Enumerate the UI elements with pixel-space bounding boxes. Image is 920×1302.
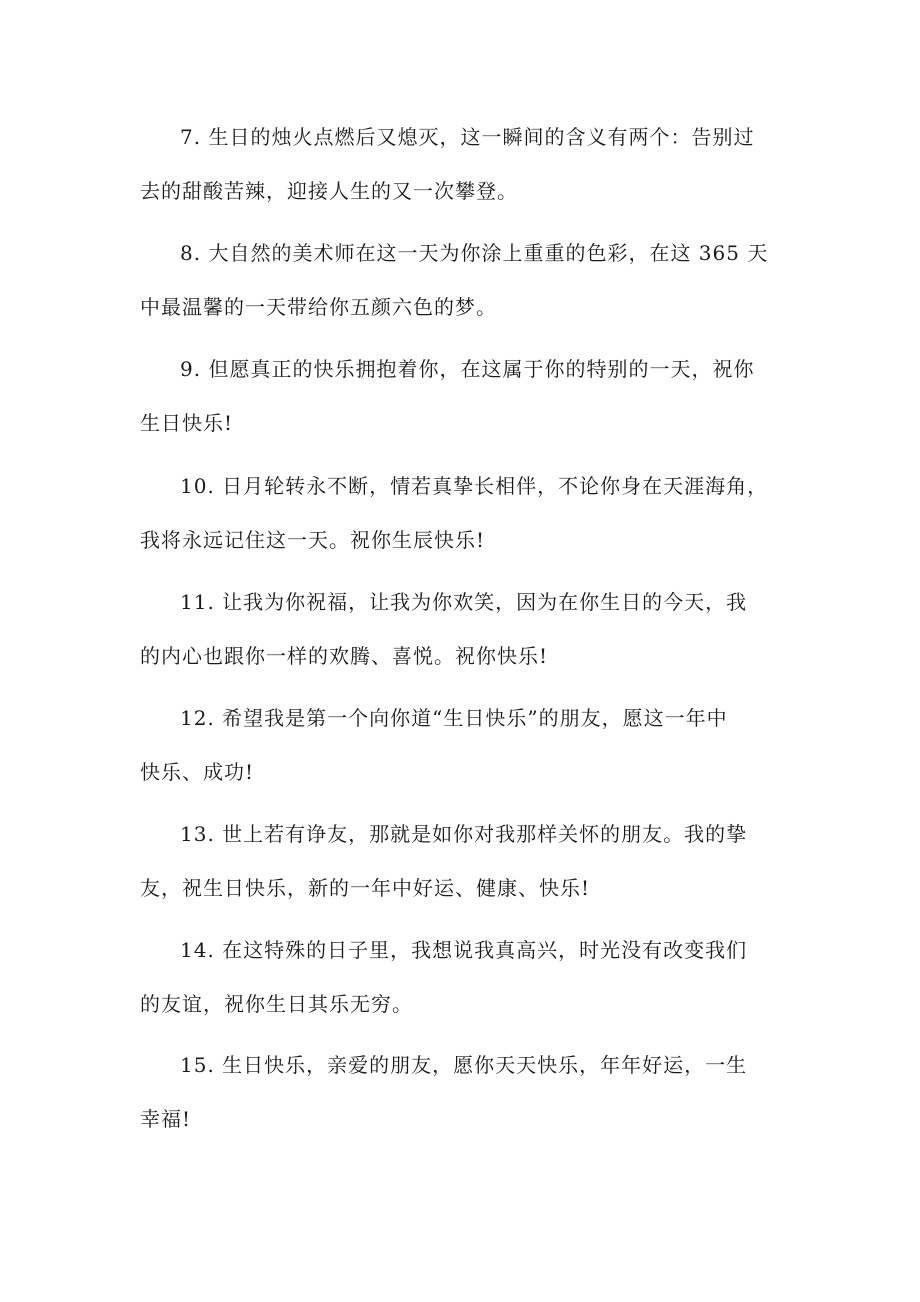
wish-item-line-2: 幸福! (140, 1107, 192, 1131)
wish-item-line-1: 9. 但愿真正的快乐拥抱着你，在这属于你的特别的一天，祝你 (180, 357, 755, 381)
wish-item-line-1: 8. 大自然的美术师在这一天为你涂上重重的色彩，在这 365 天 (180, 241, 769, 265)
wish-item-line-1: 11. 让我为你祝福，让我为你欢笑，因为在你生日的今天，我 (180, 590, 748, 614)
wish-item-15 (140, 1038, 800, 1146)
wish-item-line-1: 15. 生日快乐，亲爱的朋友，愿你天天快乐，年年好运，一生 (180, 1053, 748, 1077)
wish-item-9 (140, 342, 800, 450)
wish-item-11 (140, 575, 800, 683)
wish-item-12 (140, 691, 800, 799)
wish-item-line-1: 12. 希望我是第一个向你道“生日快乐”的朋友，愿这一年中 (180, 706, 728, 730)
wish-item-line-2: 去的甜酸苦辣，迎接人生的又一次攀登。 (140, 179, 518, 203)
wish-item-line-1: 13. 世上若有诤友，那就是如你对我那样关怀的朋友。我的挚 (180, 822, 748, 846)
wish-item-line-2: 的友谊，祝你生日其乐无穷。 (140, 992, 413, 1016)
wish-item-line-2: 中最温馨的一天带给你五颜六色的梦。 (140, 295, 497, 319)
wish-item-8 (140, 226, 800, 334)
wish-item-14 (140, 923, 800, 1031)
wish-item-line-1: 7. 生日的烛火点燃后又熄灭，这一瞬间的含义有两个：告别过 (180, 125, 755, 149)
wish-item-7 (140, 110, 800, 218)
wish-item-line-1: 14. 在这特殊的日子里，我想说我真高兴，时光没有改变我们 (180, 938, 748, 962)
wish-item-line-2: 友，祝生日快乐，新的一年中好运、健康、快乐! (140, 876, 591, 900)
wish-item-line-1: 10. 日月轮转永不断，情若真挚长相伴，不论你身在天涯海角， (180, 474, 769, 498)
wish-item-13 (140, 807, 800, 915)
wish-item-line-2: 生日快乐! (140, 411, 234, 435)
wish-item-line-2: 快乐、成功! (140, 760, 255, 784)
wish-item-10 (140, 459, 800, 567)
wish-item-line-2: 我将永远记住这一天。祝你生辰快乐! (140, 528, 486, 552)
wish-item-line-2: 的内心也跟你一样的欢腾、喜悦。祝你快乐! (140, 644, 549, 668)
